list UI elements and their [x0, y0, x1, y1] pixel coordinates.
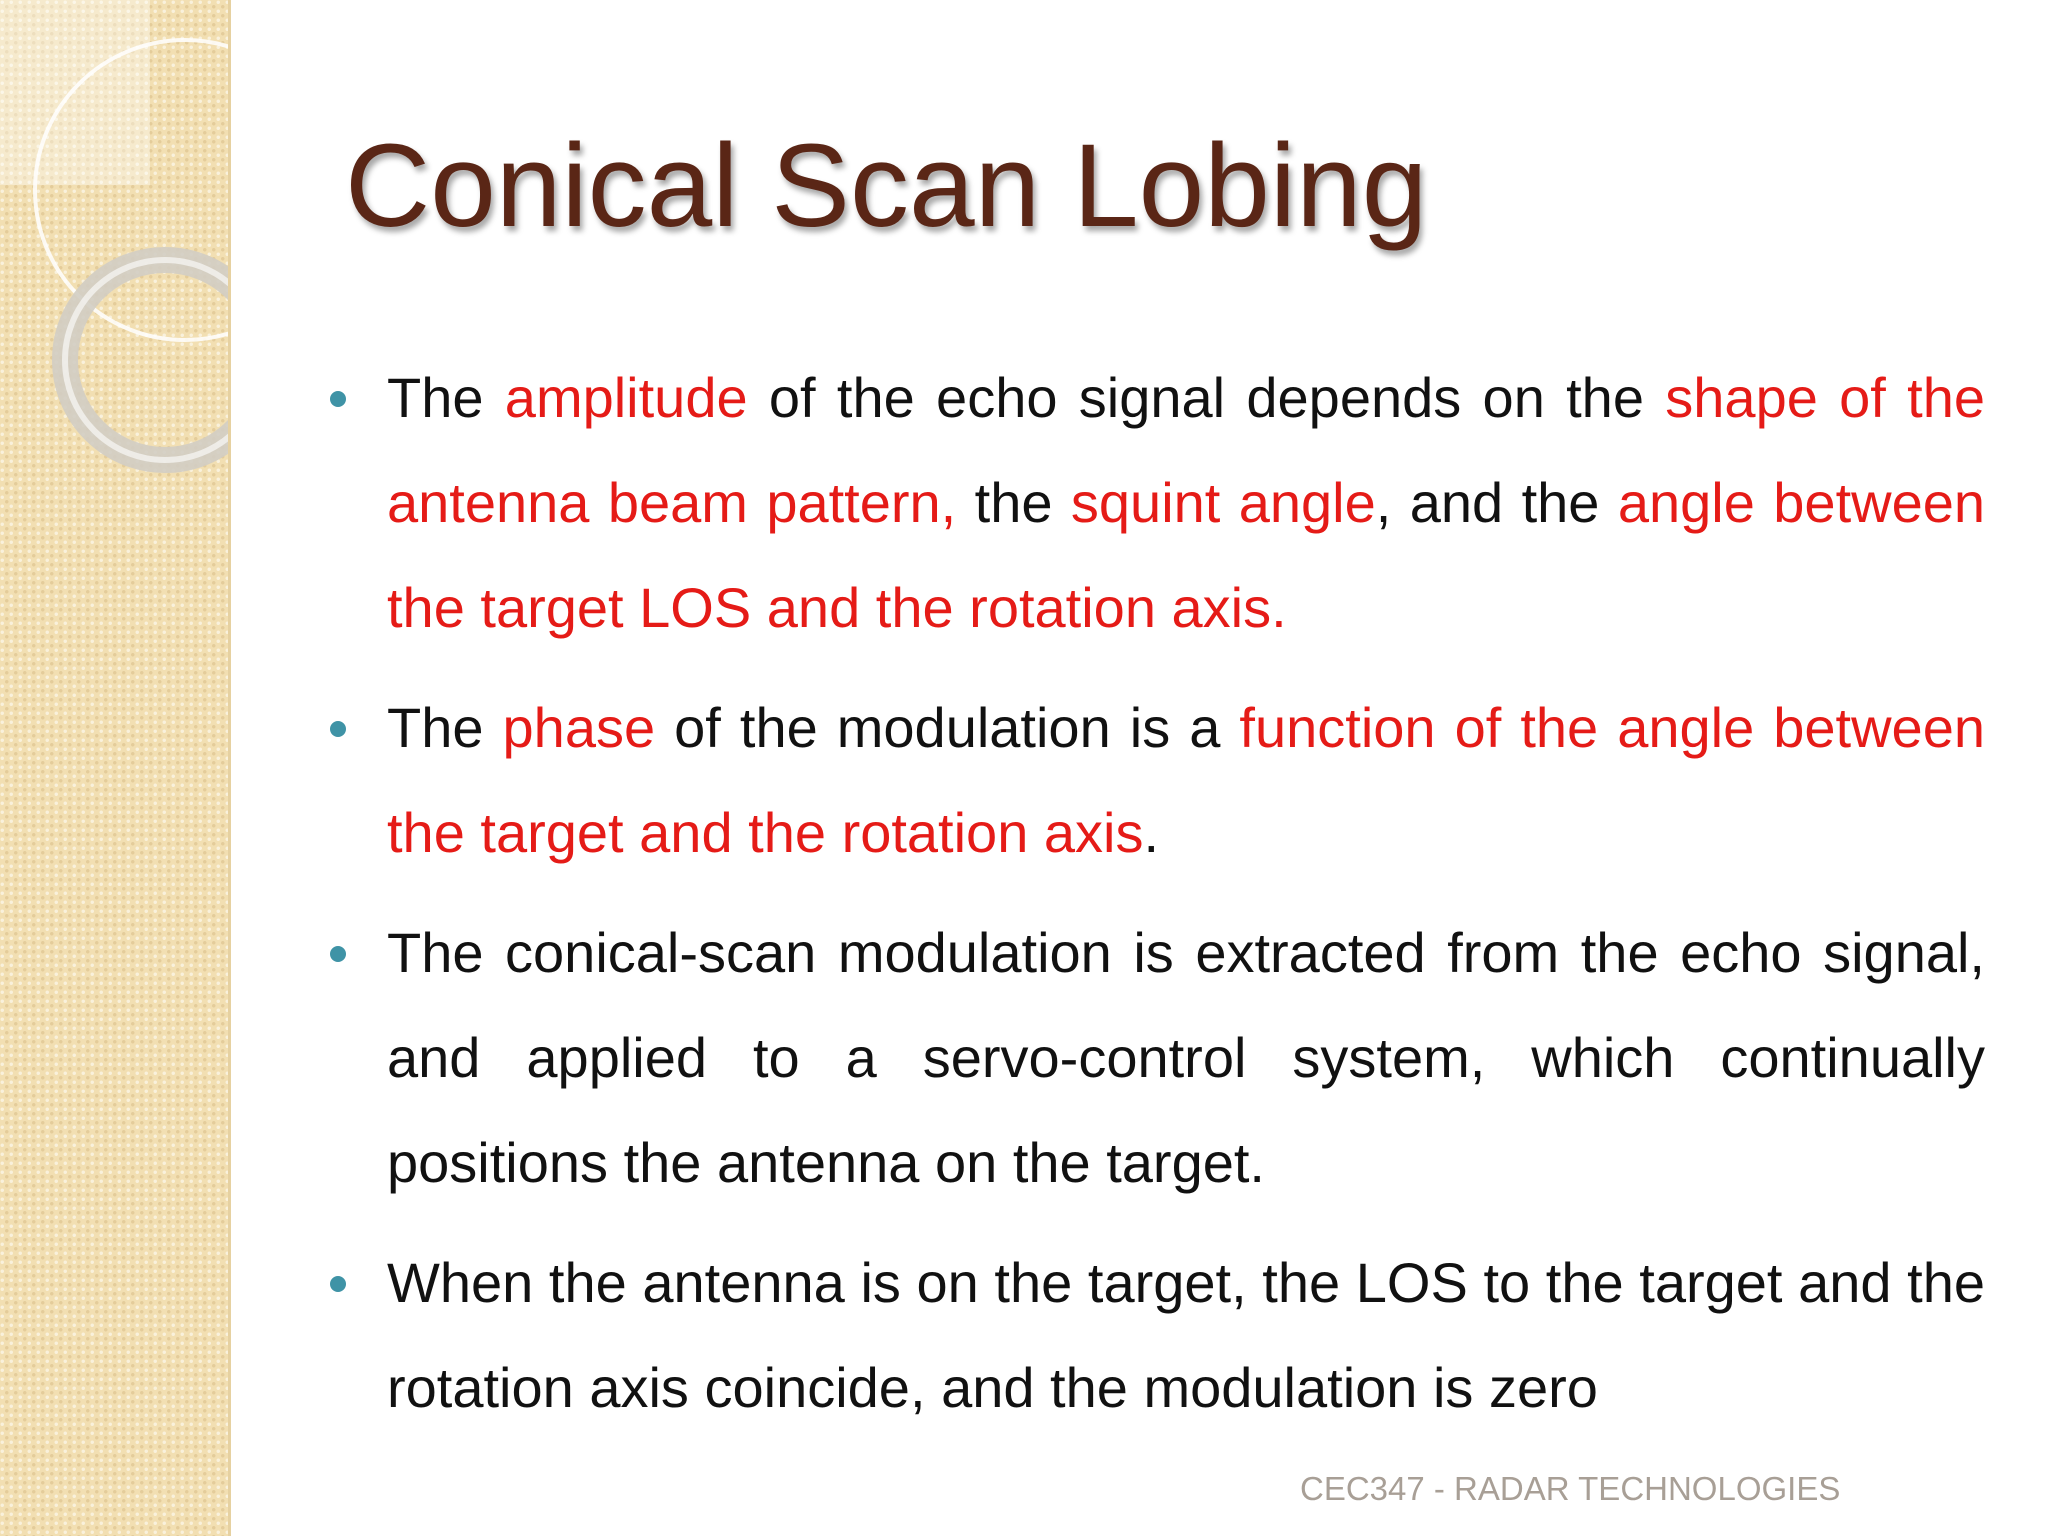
- bullet-text: of the echo signal depends on the: [747, 366, 1666, 429]
- slide-footer: CEC347 - RADAR TECHNOLOGIES: [1300, 1470, 1841, 1507]
- slide-title: Conical Scan Lobing: [345, 120, 1428, 252]
- decorative-side-panel: [0, 0, 231, 1536]
- bullet-text: The: [387, 696, 503, 759]
- bullet-item: [330, 900, 1985, 1215]
- bullet-text: The: [387, 366, 505, 429]
- highlighted-text: angle between the target LOS and the rotation axis.: [387, 471, 1986, 639]
- highlighted-text: shape of the antenna beam pattern,: [387, 366, 1985, 534]
- highlighted-text: squint angle: [1070, 471, 1376, 534]
- bullet-text: The conical-scan modulation is extracted from the echo signal, and applied to a servo-control system, which continually positions the antenna on the target.: [387, 921, 1985, 1194]
- bullet-text: the: [956, 471, 1071, 534]
- highlighted-text: function of the angle between the target and the rotation axis: [387, 696, 1985, 864]
- bullet-item: [330, 675, 1985, 885]
- bullet-text: , and the: [1375, 471, 1618, 534]
- bullet-text: .: [1143, 801, 1160, 864]
- highlighted-text: phase: [502, 696, 656, 759]
- bullet-text: of the modulation is a: [655, 696, 1240, 759]
- bullet-item: [330, 1230, 1985, 1440]
- bullet-list: [330, 345, 1985, 1455]
- highlighted-text: amplitude: [504, 366, 748, 429]
- ring-decoration-icon: [0, 0, 231, 520]
- bullet-text: When the antenna is on the target, the LOS to the target and the rotation axis coincide, and the modulation is zero: [387, 1251, 1985, 1419]
- bullet-item: [330, 345, 1985, 660]
